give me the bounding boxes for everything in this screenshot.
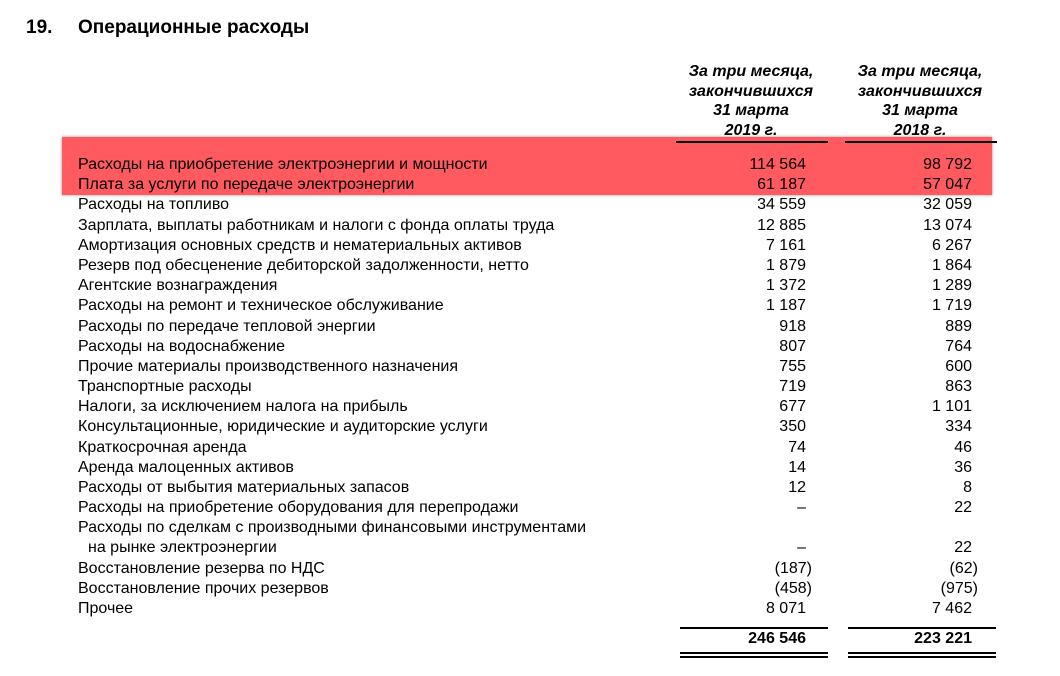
value-2018: 1 864 — [931, 256, 972, 274]
value-2019: (187) — [774, 559, 812, 577]
total-2018: 223 221 — [914, 630, 972, 647]
value-2019: 12 885 — [757, 216, 806, 234]
row-label-text: Восстановление прочих резервов — [78, 579, 329, 597]
row-label-text: Краткосрочная аренда — [78, 438, 247, 456]
row-label-text: Прочие материалы производственного назначения — [78, 357, 458, 375]
total-double-rule-2018-b — [848, 656, 996, 658]
value-2018: 889 — [945, 317, 972, 335]
row-label — [78, 195, 229, 215]
row-label — [78, 498, 518, 518]
row-label — [78, 599, 133, 619]
row-label-text: Транспортные расходы — [78, 378, 252, 396]
value-2019: 1 187 — [765, 297, 806, 315]
row-label-text: Расходы на ремонт и техническое обслуживание — [78, 297, 444, 315]
header-rule-2019 — [676, 141, 828, 143]
table-row — [0, 559, 1060, 579]
row-label-text: Консультационные, юридические и аудиторские услуги — [78, 418, 488, 436]
value-2018: 863 — [945, 378, 972, 396]
value-2018: 46 — [954, 438, 972, 456]
row-label-text: Резерв под обесценение дебиторской задолженности, нетто — [78, 256, 529, 274]
value-2019: 1 879 — [765, 256, 806, 274]
total-row — [0, 630, 1060, 652]
row-label-text: Амортизация основных средств и нематериальных активов — [78, 236, 522, 254]
row-label-text: Прочее — [78, 600, 134, 618]
table-row — [0, 236, 1060, 256]
value-2018: 98 792 — [923, 156, 972, 173]
row-label — [78, 155, 488, 175]
row-label-text: Восстановление резерва по НДС — [78, 559, 325, 577]
value-2019: 719 — [779, 378, 806, 396]
value-2018: 600 — [945, 357, 972, 375]
value-2019: – — [797, 499, 806, 517]
row-label — [78, 357, 458, 377]
table-row — [0, 438, 1060, 458]
row-label-text: Агентские вознаграждения — [78, 277, 278, 295]
total-double-rule-2019-a — [680, 652, 828, 654]
row-label — [78, 438, 247, 458]
row-label-text: Зарплата, выплаты работникам и налоги с фонда оплаты труда — [78, 216, 555, 234]
value-2018: 36 — [954, 458, 972, 476]
table-row — [0, 175, 1060, 195]
value-2019: 14 — [788, 458, 806, 476]
row-label — [78, 175, 414, 195]
table-row — [0, 518, 1060, 558]
row-label — [78, 337, 285, 357]
value-2018: 13 074 — [923, 216, 972, 234]
table-row — [0, 357, 1060, 377]
value-2019: – — [797, 539, 806, 557]
value-2019: 114 564 — [749, 156, 806, 173]
row-label-text: Расходы на топливо — [78, 196, 230, 214]
row-label — [78, 276, 277, 296]
value-2018: 22 — [954, 499, 972, 517]
row-label — [78, 458, 294, 478]
total-double-rule-2018-a — [848, 652, 996, 654]
table-row — [0, 296, 1060, 316]
row-label-text: Аренда малоценных активов — [78, 458, 294, 476]
table-row — [0, 195, 1060, 215]
table-row — [0, 276, 1060, 296]
table-row — [0, 256, 1060, 276]
subtotal-rule-2019 — [680, 627, 828, 629]
table-row — [0, 155, 1060, 175]
row-label — [78, 579, 329, 599]
value-2018: 764 — [945, 337, 972, 355]
value-2018: 1 101 — [931, 398, 972, 416]
section-number: 19. — [26, 17, 53, 38]
row-label — [78, 256, 529, 276]
value-2018: 22 — [954, 539, 972, 557]
row-label-continuation: на рынке электроэнергии — [88, 539, 277, 557]
row-label-text: Расходы на приобретение электроэнергии и мощности — [78, 156, 488, 173]
column-header-2018: За три месяца, закончившихся 31 марта 2018 г. — [857, 63, 983, 139]
value-2019: 918 — [779, 317, 806, 335]
total-double-rule-2019-b — [680, 656, 828, 658]
value-2018: 6 267 — [931, 236, 972, 254]
table-row — [0, 498, 1060, 518]
value-2018: 8 — [963, 479, 972, 496]
value-2019: 7 161 — [765, 236, 806, 254]
row-label — [78, 559, 325, 579]
value-2018: 32 059 — [923, 196, 972, 214]
value-2019: 677 — [779, 398, 806, 416]
value-2018: 1 719 — [931, 297, 972, 315]
expense-table — [0, 155, 1060, 619]
value-2018: 7 462 — [931, 600, 972, 618]
value-2019: 74 — [788, 438, 806, 456]
value-2018: 57 047 — [923, 176, 972, 194]
row-label — [78, 377, 252, 397]
value-2019: 1 372 — [765, 277, 806, 295]
row-label-text: Расходы на водоснабжение — [78, 337, 285, 355]
value-2018: (975) — [940, 579, 978, 597]
table-row — [0, 417, 1060, 437]
value-2019: 34 559 — [757, 196, 806, 214]
value-2019: 61 187 — [757, 176, 806, 194]
value-2019: 12 — [788, 479, 806, 496]
table-row — [0, 317, 1060, 337]
value-2019: (458) — [774, 579, 812, 597]
row-label — [78, 236, 522, 256]
table-row — [0, 216, 1060, 236]
value-2018: 334 — [945, 418, 972, 436]
section-title: Операционные расходы — [78, 17, 310, 38]
row-label-text: Расходы на приобретение оборудования для перепродажи — [78, 499, 519, 517]
table-row — [0, 377, 1060, 397]
table-row — [0, 478, 1060, 498]
value-2018: (62) — [949, 559, 978, 577]
value-2019: 350 — [779, 418, 806, 436]
subtotal-rule-2018 — [848, 627, 996, 629]
total-2019: 246 546 — [748, 630, 806, 647]
row-label-text: Налоги, за исключением налога на прибыль — [78, 398, 408, 416]
row-label — [78, 478, 409, 498]
value-2018: 1 289 — [931, 277, 972, 295]
value-2019: 755 — [779, 357, 806, 375]
row-label — [78, 518, 586, 558]
table-row — [0, 397, 1060, 417]
row-label — [78, 216, 554, 236]
column-header-2019: За три месяца, закончившихся 31 марта 2019 г. — [688, 63, 814, 139]
table-row — [0, 458, 1060, 478]
value-2019: 807 — [779, 337, 806, 355]
table-row — [0, 579, 1060, 599]
row-label — [78, 317, 376, 337]
row-label — [78, 417, 488, 437]
table-row — [0, 337, 1060, 357]
row-label-text: Расходы по сделкам с производными финансовыми инструментами — [78, 519, 587, 537]
value-2019: 8 071 — [765, 600, 806, 618]
table-row — [0, 599, 1060, 619]
header-rule-2018 — [845, 141, 997, 143]
row-label-text: Плата за услуги по передаче электроэнергии — [78, 176, 415, 194]
row-label-text: Расходы от выбытия материальных запасов — [78, 479, 410, 496]
row-label — [78, 397, 408, 417]
row-label-text: Расходы по передаче тепловой энергии — [78, 317, 376, 335]
row-label — [78, 296, 444, 316]
